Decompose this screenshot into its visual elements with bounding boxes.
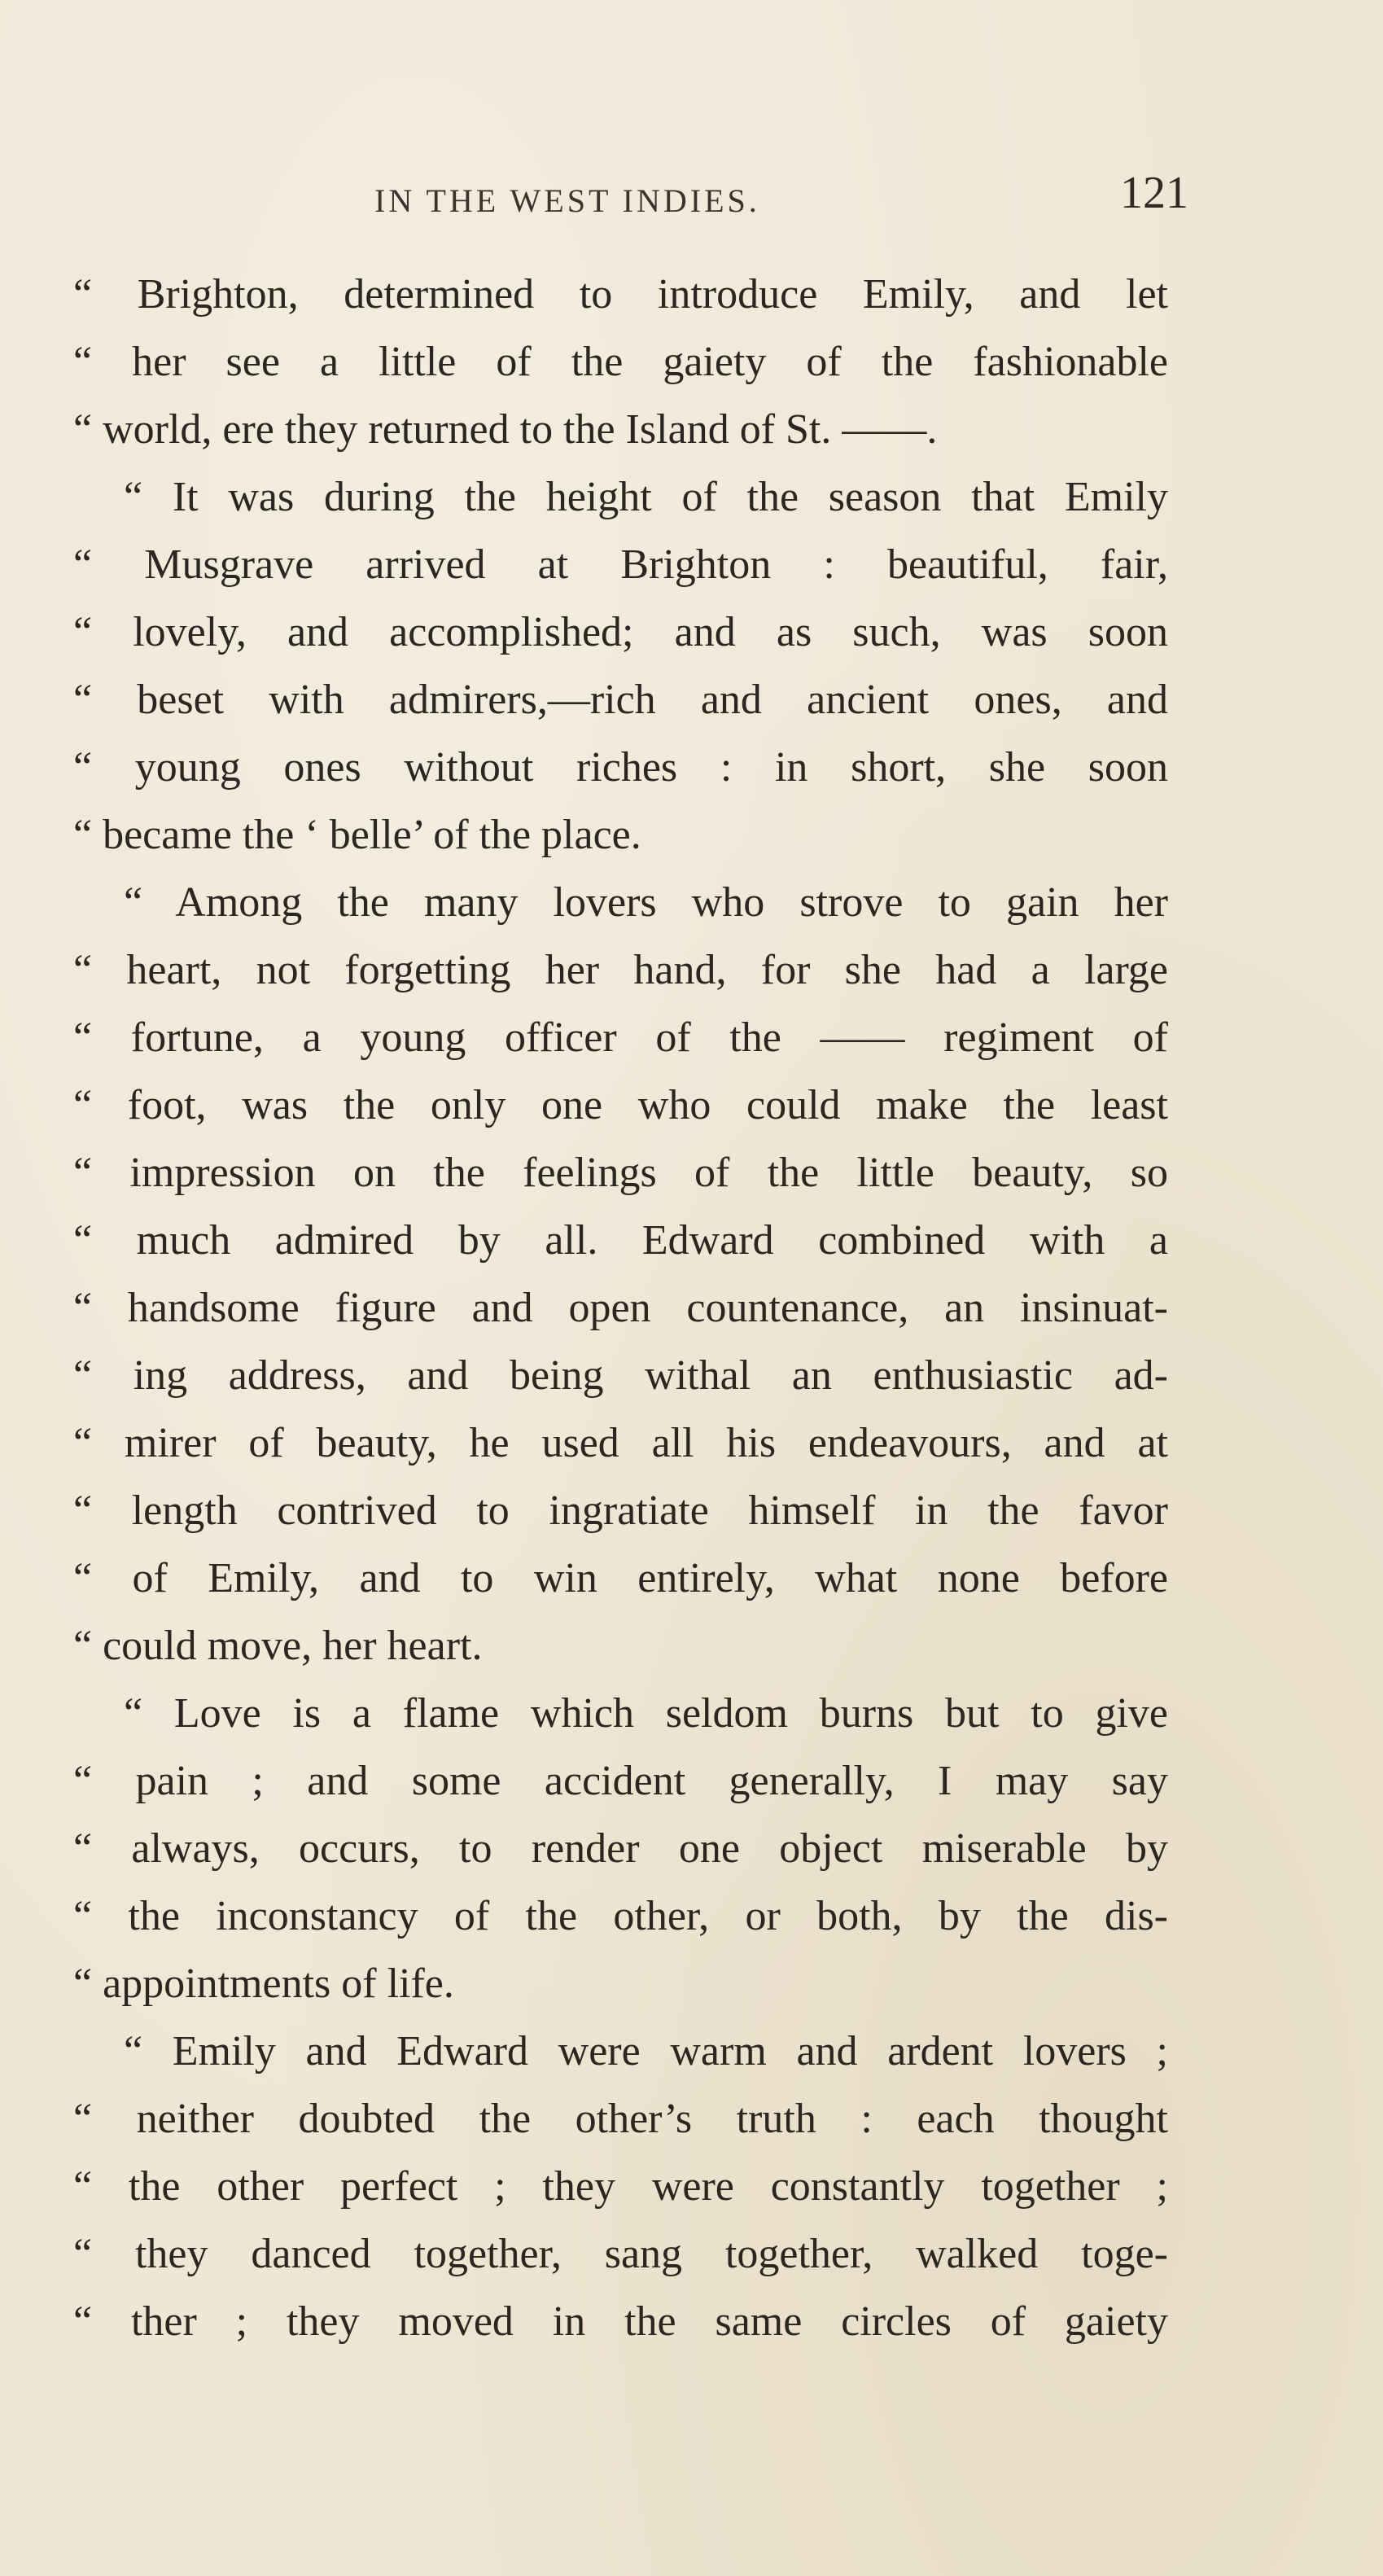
- text-line: “ Brighton, determined to introduce Emily, and let: [73, 271, 1168, 318]
- text-line: “ length contrived to ingratiate himself in the favor: [73, 1487, 1168, 1534]
- text-line: “ fortune, a young officer of the —— regiment of: [73, 1014, 1168, 1061]
- text-line: “ mirer of beauty, he used all his endeavours, and at: [73, 1420, 1168, 1466]
- text-line: “ appointments of life.: [73, 1960, 454, 2007]
- text-line: “ foot, was the only one who could make the least: [73, 1082, 1168, 1128]
- text-line: “ world, ere they returned to the Island of St. ——.: [73, 406, 938, 453]
- text-line: “ they danced together, sang together, walked toge-: [73, 2231, 1168, 2277]
- text-line: “ ther ; they moved in the same circles of gaiety: [73, 2298, 1168, 2345]
- text-line: “ could move, her heart.: [73, 1623, 483, 1669]
- text-line: “ much admired by all. Edward combined with a: [73, 1217, 1168, 1264]
- text-line: “ neither doubted the other’s truth : each thought: [73, 2096, 1168, 2142]
- text-line: “ Love is a flame which seldom burns but to give: [124, 1690, 1168, 1737]
- text-line: “ heart, not forgetting her hand, for she had a large: [73, 947, 1168, 993]
- text-line: “ handsome figure and open countenance, an insinuat-: [73, 1285, 1168, 1331]
- page-number: 121: [1120, 168, 1188, 218]
- text-line: “ always, occurs, to render one object miserable by: [73, 1825, 1168, 1872]
- page-header: [73, 167, 1188, 232]
- text-line: “ ing address, and being withal an enthusiastic ad-: [73, 1352, 1168, 1399]
- text-line: “ the other perfect ; they were constantly together ;: [73, 2163, 1168, 2210]
- text-line: “ beset with admirers,—rich and ancient ones, and: [73, 677, 1168, 723]
- text-line: “ became the ‘ belle’ of the place.: [73, 812, 641, 858]
- text-line: “ young ones without riches : in short, she soon: [73, 744, 1168, 791]
- text-line: “ Emily and Edward were warm and ardent lovers ;: [124, 2028, 1168, 2074]
- running-head: IN THE WEST INDIES.: [374, 182, 760, 219]
- text-line: “ Musgrave arrived at Brighton : beautiful, fair,: [73, 541, 1168, 588]
- body-text: [73, 261, 1168, 2355]
- text-line: “ lovely, and accomplished; and as such, was soon: [73, 609, 1168, 655]
- text-line: “ her see a little of the gaiety of the fashionable: [73, 339, 1168, 385]
- text-line: “ Among the many lovers who strove to gain her: [124, 879, 1168, 926]
- text-line: “ It was during the height of the season that Emily: [124, 474, 1168, 520]
- text-line: “ impression on the feelings of the little beauty, so: [73, 1150, 1168, 1196]
- text-line: “ the inconstancy of the other, or both, by the dis-: [73, 1893, 1168, 1939]
- text-line: “ of Emily, and to win entirely, what none before: [73, 1555, 1168, 1601]
- text-line: “ pain ; and some accident generally, I may say: [73, 1758, 1168, 1804]
